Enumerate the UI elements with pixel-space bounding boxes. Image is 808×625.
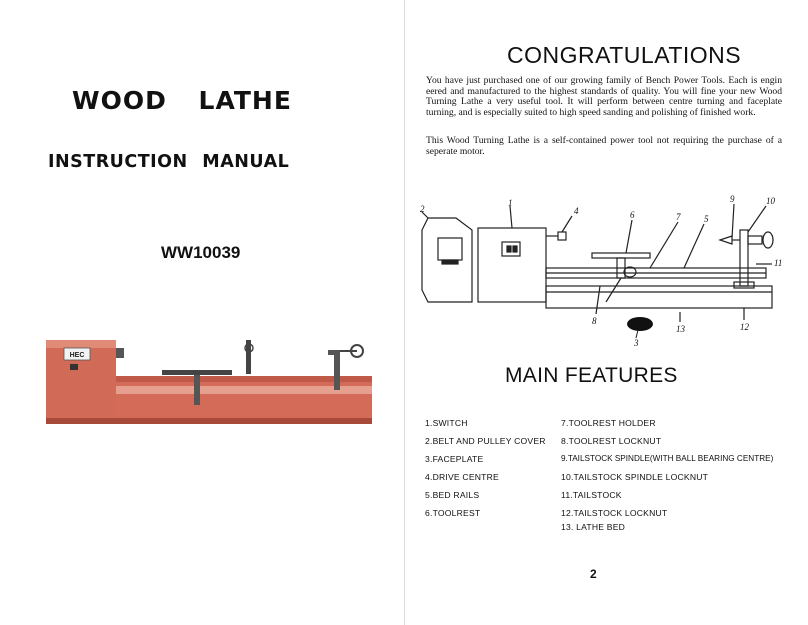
lathe-parts-diagram <box>414 190 786 350</box>
page-number: 2 <box>590 567 597 581</box>
motor-paragraph: This Wood Turning Lathe is a self-contained power tool not requiring the purchase of a seperate motor. <box>426 135 782 157</box>
feature-item: 6.TOOLREST <box>425 508 481 518</box>
diagram-callout: 6 <box>630 210 635 220</box>
page-divider <box>404 0 405 625</box>
congratulations-heading: CONGRATULATIONS <box>507 42 742 68</box>
diagram-callout: 1 <box>508 198 513 208</box>
feature-item: 10.TAILSTOCK SPINDLE LOCKNUT <box>561 472 709 482</box>
diagram-callout: 10 <box>766 196 775 206</box>
diagram-callout: 12 <box>740 322 749 332</box>
diagram-callout: 11 <box>774 258 783 268</box>
diagram-callout: 4 <box>574 206 579 216</box>
main-features-heading: MAIN FEATURES <box>505 364 678 387</box>
feature-item: 8.TOOLREST LOCKNUT <box>561 436 662 446</box>
model-number: WW10039 <box>161 243 241 262</box>
feature-item: 4.DRIVE CENTRE <box>425 472 499 482</box>
diagram-callout: 5 <box>704 214 709 224</box>
diagram-callout: 7 <box>676 212 681 222</box>
title-wood-lathe: WOOD LATHE <box>72 86 292 115</box>
feature-item: 1.SWITCH <box>425 418 468 428</box>
diagram-callout: 8 <box>592 316 597 326</box>
title-instruction-manual: INSTRUCTION MANUAL <box>48 152 290 172</box>
photo-brand-label: HEC <box>69 352 85 359</box>
feature-item: 7.TOOLREST HOLDER <box>561 418 656 428</box>
feature-item: 13. LATHE BED <box>561 522 626 532</box>
wood-lathe-photo <box>44 326 374 428</box>
feature-item: 11.TAILSTOCK <box>561 490 622 500</box>
intro-paragraph: You have just purchased one of our growing family of Bench Power Tools. Each is engin eered and manufactured to the highest standards of quality. You will fine your new Wood Turning Lathe a very useful tool. It will perform between centre turning and faceplate turning, and is especially suited to high speed sanding and polishing of finished work. <box>426 75 782 118</box>
diagram-callout: 3 <box>634 338 639 348</box>
faceplate-part <box>627 317 653 331</box>
feature-item: 9.TAILSTOCK SPINDLE(WITH BALL BEARING CENTRE) <box>561 454 774 463</box>
feature-item: 2.BELT AND PULLEY COVER <box>425 436 546 446</box>
diagram-callout: 13 <box>676 324 685 334</box>
feature-item: 5.BED RAILS <box>425 490 480 500</box>
feature-item: 12.TAILSTOCK LOCKNUT <box>561 508 668 518</box>
diagram-callout: 2 <box>420 204 425 214</box>
diagram-callout: 9 <box>730 194 735 204</box>
feature-item: 3.FACEPLATE <box>425 454 484 464</box>
